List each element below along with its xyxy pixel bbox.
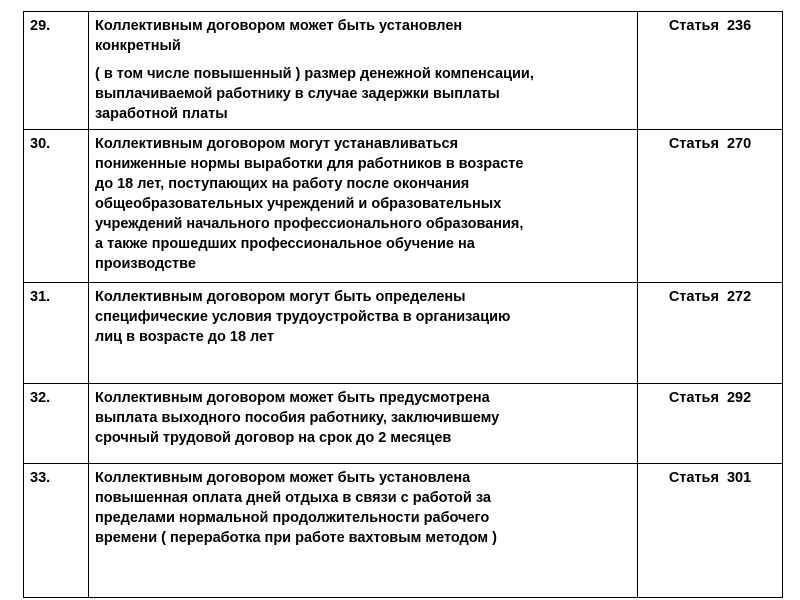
text-line: выплачиваемой работнику в случае задержки выплаты — [95, 86, 500, 102]
text-line: Коллективным договором может быть установлена — [95, 470, 471, 486]
table-row — [24, 12, 783, 130]
row-number: 29. — [24, 12, 89, 130]
text-line: а также прошедших профессиональное обучение на — [95, 236, 475, 252]
text-line: учреждений начального профессионального образования, — [95, 216, 524, 232]
article-reference: Статья 270 — [638, 130, 783, 283]
text-line: производстве — [95, 256, 196, 272]
table-row — [24, 130, 783, 283]
text-line: Коллективным договором может быть предусмотрена — [95, 390, 490, 406]
text-line: пониженные нормы выработки для работников в возрасте — [95, 156, 524, 172]
text-line: Коллективным договором может быть установлен — [95, 18, 463, 34]
text-line: Коллективным договором могут устанавливаться — [95, 136, 459, 152]
row-text — [89, 12, 638, 130]
text-line: конкретный — [95, 38, 181, 54]
text-line: времени ( переработка при работе вахтовым методом ) — [95, 530, 497, 546]
table-row — [24, 384, 783, 464]
row-text — [89, 464, 638, 598]
row-text — [89, 384, 638, 464]
row-number: 33. — [24, 464, 89, 598]
text-line: лиц в возрасте до 18 лет — [95, 329, 275, 345]
text-line: ( в том числе повышенный ) размер денежной компенсации, — [95, 66, 534, 82]
article-reference: Статья 272 — [638, 283, 783, 384]
table-row — [24, 464, 783, 598]
row-text — [89, 130, 638, 283]
row-number: 32. — [24, 384, 89, 464]
row-number: 30. — [24, 130, 89, 283]
article-reference: Статья 301 — [638, 464, 783, 598]
text-line: выплата выходного пособия работнику, заключившему — [95, 410, 500, 426]
text-line: заработной платы — [95, 106, 228, 122]
text-line: срочный трудовой договор на срок до 2 месяцев — [95, 430, 452, 446]
text-line: повышенная оплата дней отдыха в связи с работой за — [95, 490, 491, 506]
row-number: 31. — [24, 283, 89, 384]
text-line: до 18 лет, поступающих на работу после окончания — [95, 176, 470, 192]
text-line: общеобразовательных учреждений и образовательных — [95, 196, 502, 212]
text-line: пределами нормальной продолжительности рабочего — [95, 510, 490, 526]
article-reference: Статья 292 — [638, 384, 783, 464]
articles-table — [23, 11, 783, 598]
text-line: специфические условия трудоустройства в организацию — [95, 309, 511, 325]
table-row — [24, 283, 783, 384]
row-text — [89, 283, 638, 384]
text-line: Коллективным договором могут быть определены — [95, 289, 466, 305]
article-reference: Статья 236 — [638, 12, 783, 130]
